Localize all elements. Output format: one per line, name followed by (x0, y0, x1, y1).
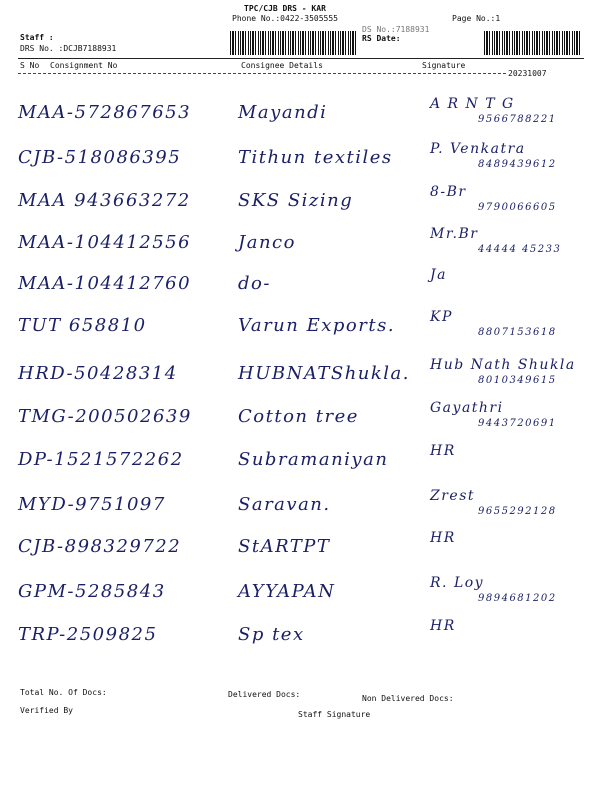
total-docs: Total No. Of Docs: (20, 688, 107, 697)
consignee-name: Varun Exports. (238, 315, 396, 336)
staff-signature-label: Staff Signature (298, 710, 371, 719)
receiver-signature: 8-Br (430, 184, 467, 200)
rs-date: RS Date: (362, 34, 401, 43)
col-date: 20231007 (508, 69, 547, 78)
consignee-name: Saravan. (238, 494, 331, 515)
consignee-name: Mayandi (238, 102, 328, 123)
receiver-signature: P. Venkatra (430, 141, 526, 157)
barcode-right (484, 31, 580, 55)
receiver-signature: HR (430, 443, 456, 459)
receiver-phone: 8807153618 (478, 327, 557, 338)
consignment-number: MAA 943663272 (18, 190, 191, 211)
consignee-name: Subramaniyan (238, 449, 389, 470)
consignment-number: MAA-572867653 (18, 102, 192, 123)
consignment-number: MYD-9751097 (18, 494, 166, 515)
consignee-name: Janco (238, 232, 296, 253)
consignee-name: SKS Sizing (238, 190, 354, 211)
receiver-signature: R. Loy (430, 575, 485, 591)
column-divider (18, 73, 506, 74)
consignment-number: GPM-5285843 (18, 581, 166, 602)
receiver-phone: 9894681202 (478, 593, 557, 604)
report-title: TPC/CJB DRS - KAR (244, 4, 326, 13)
receiver-signature: Gayathri (430, 400, 504, 416)
receiver-phone: 9566788221 (478, 114, 557, 125)
receiver-signature: Ja (430, 267, 447, 283)
col-consignment: Consignment No (50, 61, 118, 70)
consignment-number: TUT 658810 (18, 315, 147, 336)
consignment-number: TRP-2509825 (18, 624, 158, 645)
barcode-left (230, 31, 356, 55)
drs-number: DRS No. :DCJB7188931 (20, 44, 117, 53)
phone-number: Phone No.:0422-3505555 (232, 14, 338, 23)
delivered-docs: Delivered Docs: (228, 690, 301, 699)
receiver-signature: HR (430, 530, 456, 546)
col-signature: Signature (422, 61, 466, 70)
consignment-number: DP-1521572262 (18, 449, 184, 470)
verified-by: Verified By (20, 706, 73, 715)
receiver-phone: 8489439612 (478, 159, 557, 170)
consignee-name: Tithun textiles (238, 147, 393, 168)
staff-label: Staff : (20, 33, 54, 42)
consignee-name: do- (238, 273, 271, 294)
non-delivered-docs: Non Delivered Docs: (362, 694, 454, 703)
consignee-name: Sp tex (238, 624, 305, 645)
consignment-number: TMG-200502639 (18, 406, 192, 427)
page-number: Page No.:1 (452, 14, 501, 23)
receiver-phone: 8010349615 (478, 375, 557, 386)
receiver-phone: 9790066605 (478, 202, 557, 213)
receiver-signature: HR (430, 618, 456, 634)
consignment-number: MAA-104412556 (18, 232, 192, 253)
consignment-number: MAA-104412760 (18, 273, 192, 294)
consignment-number: HRD-50428314 (18, 363, 178, 384)
consignee-name: Cotton tree (238, 406, 359, 427)
receiver-phone: 9443720691 (478, 418, 557, 429)
consignment-number: CJB-898329722 (18, 536, 182, 557)
receiver-signature: Hub Nath Shukla (430, 357, 576, 373)
receiver-signature: KP (430, 309, 453, 325)
receiver-signature: A R N T G (430, 96, 515, 112)
receiver-phone: 44444 45233 (478, 244, 562, 255)
ds-number: DS No.:7188931 (362, 25, 430, 34)
receiver-phone: 9655292128 (478, 506, 557, 517)
col-sno: S No (20, 61, 40, 70)
consignee-name: AYYAPAN (238, 581, 336, 602)
consignee-name: StARTPT (238, 536, 331, 557)
col-consignee: Consignee Details (241, 61, 323, 70)
consignee-name: HUBNATShukla. (238, 363, 410, 384)
consignment-number: CJB-518086395 (18, 147, 182, 168)
receiver-signature: Zrest (430, 488, 476, 504)
receiver-signature: Mr.Br (430, 226, 479, 242)
header-divider (18, 58, 584, 59)
